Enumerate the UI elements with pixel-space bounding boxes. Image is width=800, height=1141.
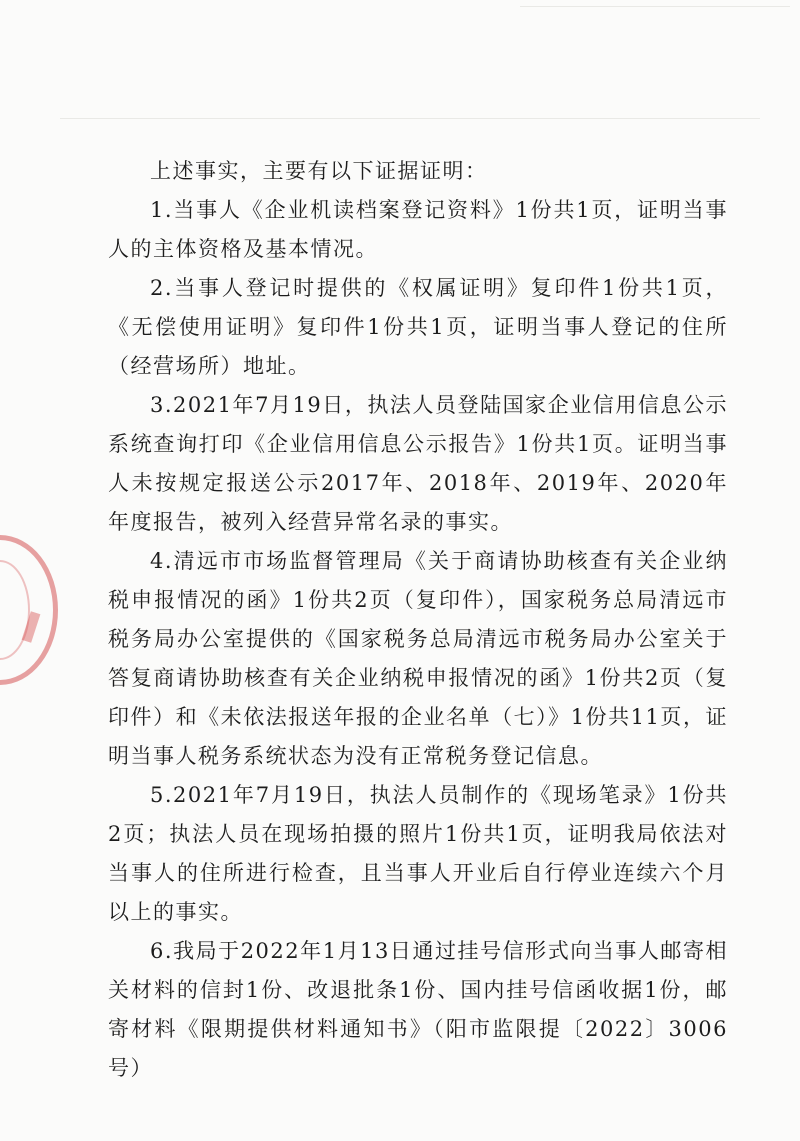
paragraph-evidence-1: 1.当事人《企业机读档案登记资料》1份共1页，证明当事人的主体资格及基本情况。 <box>108 198 728 261</box>
paragraph-intro: 上述事实，主要有以下证据证明： <box>150 159 488 183</box>
paragraph-evidence-5: 5.2021年7月19日，执法人员制作的《现场笔录》1份共2页；执法人员在现场拍摄的照片1份共1页，证明我局依法对当事人的住所进行检查，且当事人开业后自行停业连续六个月以上的事实。 <box>108 783 728 924</box>
paragraph-evidence-6: 6.我局于2022年1月13日通过挂号信形式向当事人邮寄相关材料的信封1份、改退批条1份、国内挂号信函收据1份，邮寄材料《限期提供材料通知书》（阳市监限提〔2022〕3006号） <box>108 939 728 1080</box>
document-body <box>108 152 728 1088</box>
scan-artifact-line <box>60 118 760 119</box>
paragraph-evidence-2: 2.当事人登记时提供的《权属证明》复印件1份共1页，《无偿使用证明》复印件1份共1页，证明当事人登记的住所（经营场所）地址。 <box>108 276 728 378</box>
scan-artifact-line <box>520 6 790 7</box>
paragraph-evidence-4: 4.清远市市场监督管理局《关于商请协助核查有关企业纳税申报情况的函》1份共2页（复印件），国家税务总局清远市税务局办公室提供的《国家税务总局清远市税务局办公室关于答复商请协助核查有关企业纳税申报情况的函》1份共2页（复印件）和《未依法报送年报的企业名单（七）》1份共11页，证明当事人税务系统状态为没有正常税务登记信息。 <box>108 549 728 768</box>
paragraph-evidence-3: 3.2021年7月19日，执法人员登陆国家企业信用信息公示系统查询打印《企业信用信息公示报告》1份共1页。证明当事人未按规定报送公示2017年、2018年、2019年、2020年年度报告，被列入经营异常名录的事实。 <box>108 393 728 534</box>
